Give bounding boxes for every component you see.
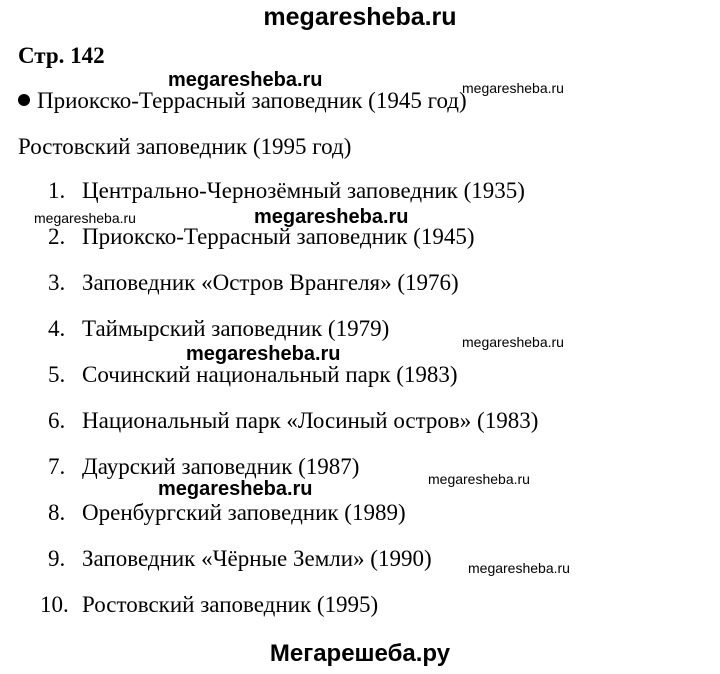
list-item-text: Даурский заповедник (1987) bbox=[82, 454, 360, 479]
list-item-number: 9. bbox=[48, 546, 66, 571]
second-line: Ростовский заповедник (1995 год) bbox=[18, 134, 352, 159]
watermark: megaresheba.ru bbox=[462, 80, 564, 96]
watermark: megaresheba.ru bbox=[468, 560, 570, 576]
watermark: megaresheba.ru bbox=[168, 69, 323, 91]
site-footer: Мегарешеба.ру bbox=[269, 640, 451, 667]
watermark: megaresheba.ru bbox=[34, 210, 136, 226]
list-item-text: Заповедник «Остров Врангеля» (1976) bbox=[82, 270, 459, 295]
watermark: megaresheba.ru bbox=[158, 478, 313, 500]
list-item-text: Сочинский национальный парк (1983) bbox=[82, 362, 458, 387]
list-item-text: Заповедник «Чёрные Земли» (1990) bbox=[82, 546, 432, 571]
list-item-text: Таймырский заповедник (1979) bbox=[82, 316, 390, 341]
list-item-number: 6. bbox=[48, 408, 66, 433]
list-item-number: 4. bbox=[48, 316, 66, 341]
bullet-line-text: Приокско-Террасный заповедник (1945 год) bbox=[37, 88, 467, 113]
list-item-number: 8. bbox=[48, 500, 66, 525]
list-item-text: Центрально-Чернозёмный заповедник (1935) bbox=[82, 178, 525, 203]
watermark: megaresheba.ru bbox=[254, 206, 409, 228]
list-item-number: 7. bbox=[48, 454, 66, 479]
list-item-text: Приокско-Террасный заповедник (1945) bbox=[82, 224, 475, 249]
list-item-number: 5. bbox=[48, 362, 66, 387]
list-item-text: Ростовский заповедник (1995) bbox=[82, 592, 379, 617]
bullet-icon bbox=[18, 94, 30, 106]
list-item-number: 1. bbox=[48, 178, 66, 203]
list-item-text: Оренбургский заповедник (1989) bbox=[82, 500, 406, 525]
site-header: megaresheba.ru bbox=[263, 3, 457, 31]
list-item-text: Национальный парк «Лосиный остров» (1983) bbox=[82, 408, 539, 433]
watermark: megaresheba.ru bbox=[428, 471, 530, 487]
list-item-number: 2. bbox=[48, 224, 66, 249]
watermark: megaresheba.ru bbox=[186, 343, 341, 365]
page-title: Стр. 142 bbox=[18, 43, 105, 68]
watermark: megaresheba.ru bbox=[462, 334, 564, 350]
list-item-number: 3. bbox=[48, 270, 66, 295]
list-item-number: 10. bbox=[40, 592, 69, 617]
